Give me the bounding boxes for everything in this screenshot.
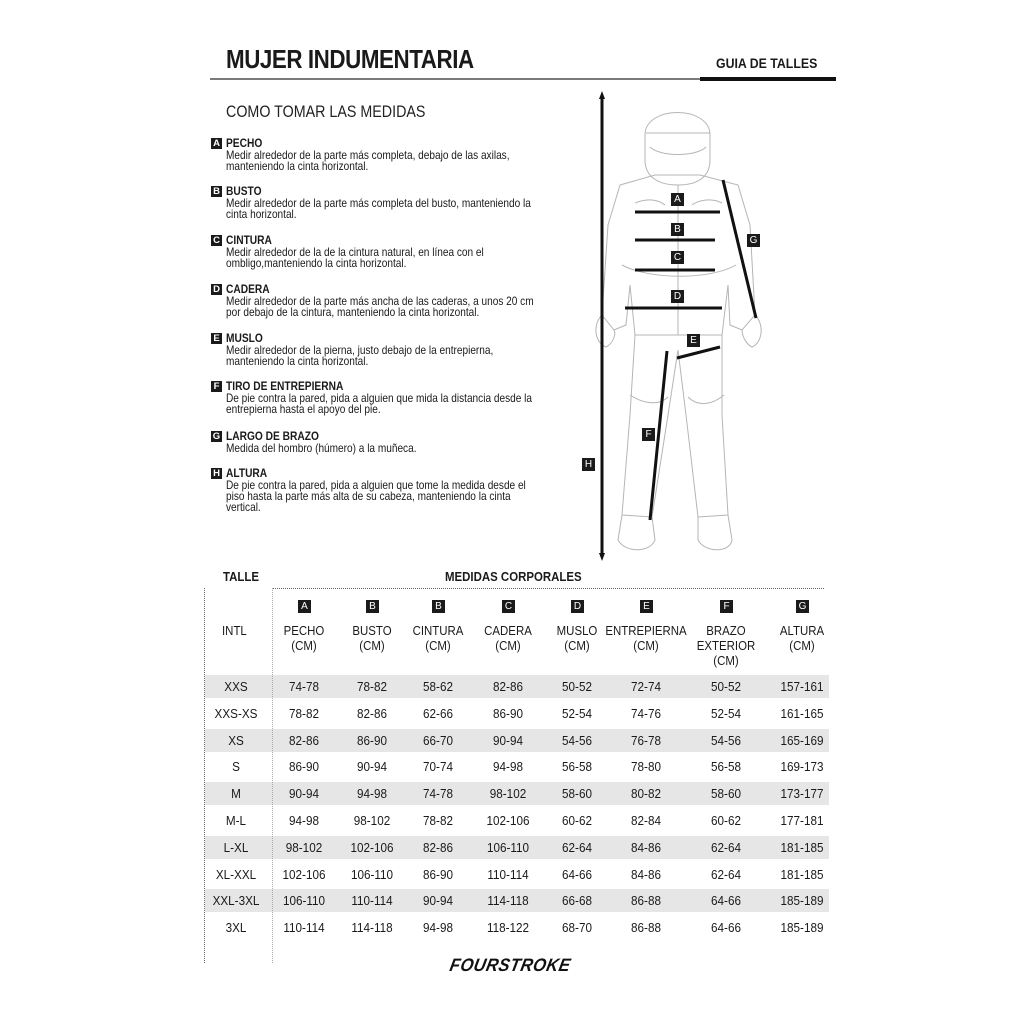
header-divider xyxy=(210,78,700,80)
measurement-cell: 50-52 xyxy=(562,679,592,694)
instruction-title: PECHO xyxy=(226,136,263,150)
measurement-cell: 118-122 xyxy=(486,920,530,935)
size-cell: S xyxy=(232,759,240,774)
column-header-line: PECHO xyxy=(283,623,325,638)
intl-column-header: INTL xyxy=(222,623,247,638)
column-header-line: CADERA xyxy=(484,623,532,638)
column-letter-badge: D xyxy=(571,600,584,613)
boot-left xyxy=(618,515,655,550)
size-cell: XL-XXL xyxy=(215,867,257,882)
measurement-cell: 74-78 xyxy=(289,679,319,694)
measurement-cell: 56-58 xyxy=(562,759,592,774)
measurement-cell: 98-102 xyxy=(489,786,527,801)
measurement-cell: 106-110 xyxy=(486,840,530,855)
measurement-cell: 161-165 xyxy=(780,706,824,721)
instruction-line: Medir alrededor de la pierna, justo debajo de la entrepierna, xyxy=(226,343,494,357)
measurement-cell: 94-98 xyxy=(357,786,387,801)
measurement-cell: 86-90 xyxy=(493,706,523,721)
measurement-cell: 165-169 xyxy=(780,733,824,748)
boot-right xyxy=(698,515,732,550)
letter-badge: G xyxy=(212,430,221,442)
instruction-title: LARGO DE BRAZO xyxy=(226,429,319,443)
measurement-cell: 102-106 xyxy=(282,867,326,882)
measurement-cell: 78-82 xyxy=(423,813,453,828)
measurement-cell: 106-110 xyxy=(282,893,326,908)
measurement-cell: 64-66 xyxy=(711,920,741,935)
instruction-line: De pie contra la pared, pida a alguien que tome la medida desde el xyxy=(226,478,526,492)
measurement-cell: 66-70 xyxy=(423,733,453,748)
measurement-cell: 86-88 xyxy=(631,920,661,935)
measurement-cell: 110-114 xyxy=(283,920,325,935)
instruction-description xyxy=(226,150,587,172)
table-row xyxy=(205,916,829,939)
measurement-cell: 60-62 xyxy=(562,813,592,828)
measurement-cell: 58-60 xyxy=(711,786,741,801)
measurement-cell: 114-118 xyxy=(487,893,529,908)
measurement-cell: 52-54 xyxy=(711,706,741,721)
measurement-cell: 72-74 xyxy=(631,679,661,694)
table-row xyxy=(205,702,829,725)
marker-d: D xyxy=(671,290,684,303)
letter-badge: E xyxy=(211,333,222,344)
measurement-cell: 90-94 xyxy=(423,893,453,908)
measurement-cell: 80-82 xyxy=(631,786,661,801)
page-title: MUJER INDUMENTARIA xyxy=(226,44,474,74)
measurement-cell: 102-106 xyxy=(486,813,530,828)
measurement-cell: 68-70 xyxy=(562,920,592,935)
measurement-cell: 86-88 xyxy=(631,893,661,908)
measurement-cell: 185-189 xyxy=(780,893,824,908)
measurement-cell: 177-181 xyxy=(780,813,824,828)
measurement-cell: 82-86 xyxy=(493,679,523,694)
letter-badge: B xyxy=(211,186,222,197)
brand-logo: FOURSTROKE xyxy=(448,955,573,975)
instruction-line: manteniendo la cinta horizontal. xyxy=(226,159,369,173)
measurement-cell: 94-98 xyxy=(289,813,319,828)
measurement-cell: 114-118 xyxy=(351,920,393,935)
measurement-cell: 76-78 xyxy=(631,733,661,748)
column-header-line: (CM) xyxy=(633,638,659,653)
letter-badge: H xyxy=(211,468,222,479)
measurement-cell: 90-94 xyxy=(493,733,523,748)
instruction-title: BUSTO xyxy=(226,184,262,198)
column-header-line: BRAZO xyxy=(706,623,746,638)
measurement-cell: 98-102 xyxy=(353,813,391,828)
measurement-cell: 82-84 xyxy=(631,813,661,828)
measurement-cell: 58-62 xyxy=(423,679,453,694)
measurement-cell: 102-106 xyxy=(350,840,394,855)
column-letter-badge: G xyxy=(796,600,809,613)
instruction-largo-de-brazo xyxy=(211,429,611,454)
measurement-cell: 62-64 xyxy=(562,840,592,855)
measurement-cell: 173-177 xyxy=(780,786,824,801)
measurement-cell: 54-56 xyxy=(711,733,741,748)
instruction-line: ombligo,manteniendo la cinta horizontal. xyxy=(226,256,407,270)
measurement-cell: 169-173 xyxy=(780,759,824,774)
size-cell: XXL-3XL xyxy=(212,893,260,908)
letter-badge: F xyxy=(211,381,222,392)
measurement-cell: 84-86 xyxy=(631,867,661,882)
marker-f: F xyxy=(642,428,655,441)
instruction-title: CINTURA xyxy=(226,233,272,247)
instruction-description xyxy=(226,345,587,367)
instruction-description xyxy=(226,198,587,220)
column-header-line: (CM) xyxy=(425,638,451,653)
body-measurement-figure xyxy=(560,85,800,565)
measurement-cell: 94-98 xyxy=(493,759,523,774)
measurement-cell: 90-94 xyxy=(289,786,319,801)
measurement-cell: 64-66 xyxy=(562,867,592,882)
measurement-cell: 84-86 xyxy=(631,840,661,855)
measurement-cell: 54-56 xyxy=(562,733,592,748)
table-row xyxy=(205,889,829,912)
instruction-line: cinta horizontal. xyxy=(226,207,297,221)
measurement-cell: 70-74 xyxy=(423,759,453,774)
instruction-cadera xyxy=(211,282,611,318)
column-letter-badge: A xyxy=(298,600,311,613)
table-row xyxy=(205,729,829,752)
measurement-cell: 58-60 xyxy=(562,786,592,801)
measurement-cell: 60-62 xyxy=(711,813,741,828)
marker-b: B xyxy=(671,223,684,236)
instruction-altura xyxy=(211,466,611,513)
measurement-cell: 62-64 xyxy=(711,867,741,882)
talle-heading: TALLE xyxy=(223,569,260,584)
measurement-cell: 74-76 xyxy=(631,706,661,721)
column-header-line: (CM) xyxy=(713,653,739,668)
medidas-heading: MEDIDAS CORPORALES xyxy=(445,569,582,584)
column-letter-badge: B xyxy=(366,600,379,613)
marker-e: E xyxy=(687,334,700,347)
table-row xyxy=(205,809,829,832)
measurement-cell: 86-90 xyxy=(357,733,387,748)
pants-outline xyxy=(622,335,728,517)
measurement-cell: 82-86 xyxy=(357,706,387,721)
table-dotted-top-border xyxy=(272,588,824,589)
instruction-pecho xyxy=(211,136,611,172)
instruction-title: TIRO DE ENTREPIERNA xyxy=(226,379,344,393)
column-letter-badge: E xyxy=(640,600,653,613)
letter-badge: A xyxy=(211,138,222,149)
size-cell: XXS-XS xyxy=(214,706,258,721)
instruction-line: entrepierna hasta el apoyo del pie. xyxy=(226,402,381,416)
instruction-muslo xyxy=(211,331,611,367)
instruction-title: CADERA xyxy=(226,282,270,296)
size-cell: XXS xyxy=(224,679,248,694)
table-row xyxy=(205,675,829,698)
measurement-cell: 181-185 xyxy=(780,867,824,882)
measurement-cell: 50-52 xyxy=(711,679,741,694)
measurement-cell: 90-94 xyxy=(357,759,387,774)
measurement-cell: 110-114 xyxy=(351,893,393,908)
measurement-cell: 181-185 xyxy=(780,840,824,855)
column-header-line: (CM) xyxy=(495,638,521,653)
instruction-busto xyxy=(211,184,611,220)
marker-g: G xyxy=(747,234,760,247)
measure-line-e xyxy=(677,347,720,358)
instruction-line: piso hasta la parte más alta de su cabeza, manteniendo la cinta xyxy=(226,489,511,503)
measurement-cell: 78-80 xyxy=(631,759,661,774)
marker-h: H xyxy=(582,458,595,471)
column-letter-badge: F xyxy=(720,600,733,613)
howto-heading: COMO TOMAR LAS MEDIDAS xyxy=(226,102,426,121)
column-header-line: (CM) xyxy=(291,638,317,653)
letter-badge: C xyxy=(211,235,222,246)
instruction-line: manteniendo la cinta horizontal. xyxy=(226,354,369,368)
measurement-cell: 86-90 xyxy=(289,759,319,774)
size-cell: XS xyxy=(228,733,244,748)
size-cell: 3XL xyxy=(225,920,247,935)
measurement-cell: 62-64 xyxy=(711,840,741,855)
measurement-cell: 64-66 xyxy=(711,893,741,908)
instruction-line: Medida del hombro (húmero) a la muñeca. xyxy=(226,441,417,455)
measurement-cell: 106-110 xyxy=(350,867,394,882)
measurement-cell: 157-161 xyxy=(780,679,824,694)
instruction-description xyxy=(226,480,587,513)
marker-a: A xyxy=(671,193,684,206)
instruction-description xyxy=(226,393,587,415)
column-header-line: MUSLO xyxy=(556,623,598,638)
instruction-line: Medir alrededor de la parte más completa, debajo de las axilas, xyxy=(226,148,510,162)
letter-badge: D xyxy=(211,284,222,295)
table-row xyxy=(205,863,829,886)
column-header xyxy=(602,623,690,653)
measurement-cell: 62-66 xyxy=(423,706,453,721)
column-header-line: (CM) xyxy=(789,638,815,653)
size-cell: M xyxy=(231,786,241,801)
column-letter-badge: B xyxy=(432,600,445,613)
size-guide-label: GUIA DE TALLES xyxy=(716,55,818,71)
column-header xyxy=(758,623,846,653)
measurement-cell: 98-102 xyxy=(285,840,323,855)
column-header-line: ALTURA xyxy=(779,623,825,638)
instruction-description xyxy=(226,296,587,318)
measurement-cell: 78-82 xyxy=(357,679,387,694)
instruction-line: De pie contra la pared, pida a alguien que mida la distancia desde la xyxy=(226,391,532,405)
figure-drawing xyxy=(560,85,800,565)
instruction-line: Medir alrededor de la parte más ancha de las caderas, a unos 20 cm xyxy=(226,294,534,308)
column-header-line: (CM) xyxy=(564,638,590,653)
instruction-line: por debajo de la cintura, manteniendo la cinta horizontal. xyxy=(226,305,480,319)
measurement-cell: 56-58 xyxy=(711,759,741,774)
column-header-line: CINTURA xyxy=(412,623,464,638)
instruction-line: Medir alrededor de la de la cintura natural, en línea con el xyxy=(226,245,484,259)
column-header-line: EXTERIOR xyxy=(696,638,756,653)
column-header-line: (CM) xyxy=(359,638,385,653)
size-cell: M-L xyxy=(225,813,247,828)
instruction-line: Medir alrededor de la parte más completa del busto, manteniendo la xyxy=(226,196,531,210)
measurement-cell: 94-98 xyxy=(423,920,453,935)
instruction-title: MUSLO xyxy=(226,331,263,345)
instruction-title: ALTURA xyxy=(226,466,268,480)
measurement-cell: 86-90 xyxy=(423,867,453,882)
instruction-description xyxy=(226,443,587,454)
instruction-line: vertical. xyxy=(226,500,261,514)
table-row xyxy=(205,755,829,778)
instruction-cintura xyxy=(211,233,611,269)
header-divider-accent xyxy=(700,77,836,81)
column-header xyxy=(682,623,770,668)
column-letter-badge: C xyxy=(502,600,515,613)
column-header-line: BUSTO xyxy=(352,623,392,638)
measurement-cell: 52-54 xyxy=(562,706,592,721)
instruction-description xyxy=(226,247,587,269)
column-header-line: ENTREPIERNA xyxy=(605,623,687,638)
measurement-cell: 74-78 xyxy=(423,786,453,801)
table-row xyxy=(205,836,829,859)
measurement-cell: 82-86 xyxy=(289,733,319,748)
helmet-outline xyxy=(645,113,710,186)
measurement-cell: 110-114 xyxy=(487,867,529,882)
table-dotted-left-border xyxy=(204,588,205,963)
size-cell: L-XL xyxy=(223,840,249,855)
table-row xyxy=(205,782,829,805)
measurement-cell: 82-86 xyxy=(423,840,453,855)
measurement-cell: 66-68 xyxy=(562,893,592,908)
marker-c: C xyxy=(671,251,684,264)
instruction-tiro-de-entrepierna xyxy=(211,379,611,415)
measurement-cell: 78-82 xyxy=(289,706,319,721)
measurement-cell: 185-189 xyxy=(780,920,824,935)
